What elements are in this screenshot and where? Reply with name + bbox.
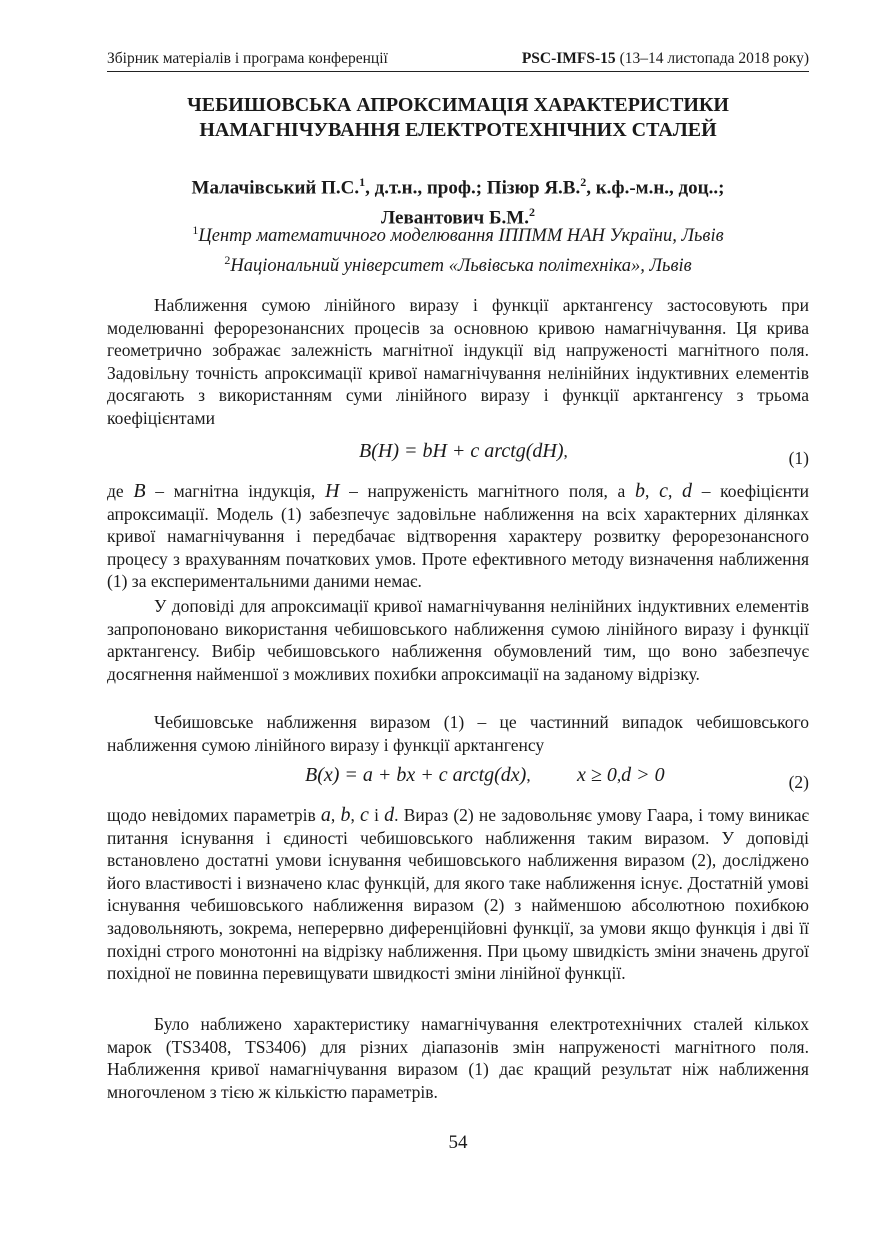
paragraph-6-text: Було наближено характеристику намагнічування електротехнічних сталей кількох марок (TS3408, TS3406) для різних діапазонів змін напруженості магнітного поля. Наближення кривої намагнічування виразом (1) дає кращий результат ніж наближення многочленом з тією ж кількістю параметрів.: [107, 1014, 809, 1102]
title-line-2: НАМАГНІЧУВАННЯ ЕЛЕКТРОТЕХНІЧНИХ СТАЛЕЙ: [199, 119, 717, 141]
var-d-2: d: [384, 804, 395, 826]
paragraph-5-text: [107, 804, 809, 985]
formula-1-body: B(H) = bH + c arctg(dH): [359, 440, 564, 462]
title-line-1: ЧЕБИШОВСЬКА АПРОКСИМАЦІЯ ХАРАКТЕРИСТИКИ: [187, 94, 729, 116]
author-1-degree: , д.т.н., проф.; Пізюр Я.В.: [365, 177, 581, 199]
paragraph-2: [107, 480, 809, 593]
author-3: Левантович Б.М.: [381, 207, 529, 229]
paragraph-3-text: У доповіді для апроксимації кривої намагнічування нелінійних індуктивних елементів запропоновано використання чебишовського наближення сумою лінійного виразу і функції арктангенсу. Вибір чебишовського наближення обумовлений тим, що воно забезпечує досягнення найменшої з можливих похибки апроксимації на заданому відрізку.: [107, 596, 809, 684]
header-right: [522, 50, 809, 68]
p2-sep2: ,: [667, 481, 683, 501]
p5-t1: . Вираз (2) не задовольняє умову Гаара, і тому виникає питання існування і єдиності чебишовського наближення таким виразом. У доповіді встановлено достатні умови існування чебишовського наближення виразом (2), досліджено його властивості і визначено клас функцій, для якого таке наближення існує. Достатній умові існування чебишовського наближення виразом (2) з найменшою абсолютною похибкою задовольняють, зокрема, неперервно диференційовні функції, за умови якщо функція і дві її похідні строго монотонні на відрізку наближення. При цьому швидкість зміни значень другої похідної не повинна перевищувати швидкості зміни лінійної функції.: [107, 805, 810, 984]
p2-t2: – напруженість магнітного поля, а: [339, 481, 636, 501]
formula-1-comma: ,: [563, 442, 568, 461]
paragraph-4: [107, 711, 809, 756]
paragraph-1-text: Наближення сумою лінійного виразу і функції арктангенсу застосовують при моделюванні ферорезонансних процесів за основною кривою намагнічування. Ця крива геометрично зображає залежність магнітної індукції від напруженості магнітного поля. Задовільну точність апроксимації кривої намагнічування нелінійних індуктивних елементів досягають з використанням суми лінійного виразу і функції арктангенсу з трьома коефіцієнтами: [107, 295, 809, 428]
authors-line-1: [107, 170, 809, 200]
p5-s2: ,: [350, 805, 361, 825]
affiliation-2-text: Національний університет «Львівська політехніка», Львів: [230, 256, 692, 277]
paper-title: [107, 93, 809, 143]
var-b: b: [635, 480, 646, 502]
author-2-degree: , к.ф.-м.н., доц..;: [586, 177, 725, 199]
var-d: d: [682, 480, 693, 502]
conference-dates: (13–14 листопада 2018 року): [615, 50, 809, 67]
header-left: Збірник матеріалів і програма конференції: [107, 50, 388, 67]
p5-s3: і: [368, 805, 385, 825]
author-3-affil: 2: [528, 205, 535, 220]
formula-2-conditions: [577, 764, 665, 787]
formula-2: [107, 764, 809, 798]
p2-sep1: ,: [645, 481, 660, 501]
author-2-affil: 2: [580, 175, 587, 189]
var-c: c: [659, 480, 668, 502]
formula-2-cond-1: x ≥ 0: [577, 764, 617, 786]
conference-code: PSC-IMFS-15: [521, 50, 616, 67]
var-B: B: [133, 480, 146, 502]
var-a: a: [320, 804, 331, 826]
affiliation-1-text: Центр математичного моделювання ІППММ НАН України, Львів: [198, 226, 724, 247]
formula-1-number: (1): [788, 448, 809, 468]
var-H: H: [324, 480, 340, 502]
p5-t0: щодо невідомих параметрів: [107, 805, 321, 825]
affiliation-1: [107, 218, 809, 248]
formula-2-cond-sep: ,: [616, 766, 622, 785]
paragraph-5: [107, 804, 809, 985]
paragraph-1: [107, 294, 809, 430]
author-1: Малачівський П.С.: [191, 177, 360, 199]
p2-t1: – магнітна індукція,: [145, 481, 325, 501]
formula-1: [107, 440, 809, 474]
var-c-2: c: [360, 804, 369, 826]
p2-de: де: [107, 481, 134, 501]
formula-2-body: B(x) = a + bx + c arctg(dx): [305, 764, 527, 786]
formula-2-cond-2: d > 0: [621, 764, 665, 786]
paragraph-3: [107, 595, 809, 685]
formula-2-comma: ,: [526, 766, 531, 785]
formula-2-expr: [305, 764, 531, 787]
author-1-affil: 1: [359, 175, 366, 189]
affiliation-1-mark: 1: [192, 223, 199, 237]
var-b-2: b: [340, 804, 351, 826]
paragraph-2-text: [107, 480, 809, 593]
p2-t3: – коефіцієнти апроксимації. Модель (1) забезпечує задовільне наближення на всіх характерних ділянках кривої намагнічування і передбачає відтворення характеру розвитку ферорезонансного процесу з врахуванням початкових умов. Проте ефективного методу визначення наближення (1) за експериментальними даними немає.: [107, 481, 810, 592]
running-header: [107, 50, 809, 72]
formula-2-number: (2): [788, 772, 809, 792]
paragraph-6: [107, 1013, 809, 1103]
affiliations: [107, 218, 809, 278]
page-number: 54: [448, 1132, 468, 1153]
formula-1-expr: [359, 440, 568, 463]
affiliation-2-mark: 2: [224, 253, 231, 268]
affiliation-2: [107, 248, 809, 278]
p5-s1: ,: [330, 805, 341, 825]
paragraph-4-text: Чебишовське наближення виразом (1) – це частинний випадок чебишовського наближення сумою лінійного виразу і функції арктангенсу: [107, 712, 809, 755]
